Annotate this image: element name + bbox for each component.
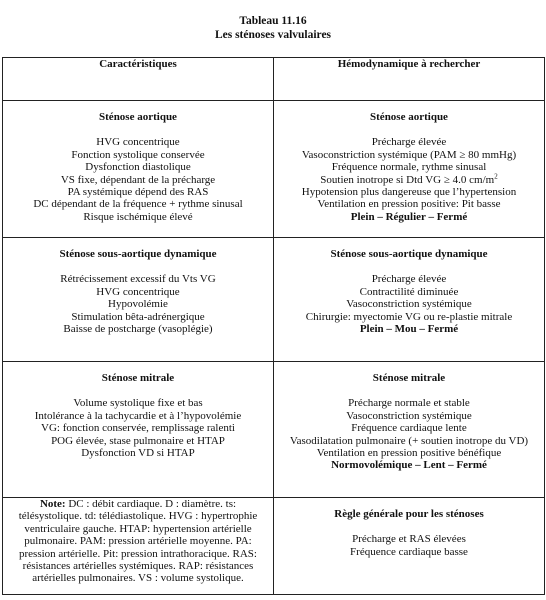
list-item: Baisse de postcharge (vasoplégie) — [63, 323, 213, 336]
list-item: Fréquence cardiaque basse — [350, 545, 468, 558]
list-item: Ventilation en pression positive: Pit basse — [317, 198, 501, 211]
summary-line: Plein – Régulier – Fermé — [350, 210, 468, 223]
table-number: Tableau 11.16 — [239, 15, 307, 27]
list-item-text: Soutien inotrope si Dtd VG ≥ 4.0 cm/m — [320, 173, 495, 186]
section-title: Sténose mitrale — [101, 372, 175, 384]
list-item: Fréquence cardiaque lente — [351, 422, 467, 435]
list-item: Précharge et RAS élevées — [352, 533, 466, 546]
section-title: Sténose sous-aortique dynamique — [330, 248, 488, 260]
list-item: Dysfonction diastolique — [85, 161, 191, 174]
cell-mitrale-hemodynamique — [274, 362, 545, 498]
cell-regle-generale — [274, 498, 545, 595]
cell-sous-aortique-caracteristiques — [3, 238, 274, 362]
list-item: Fonction systolique conservée — [71, 148, 205, 161]
header-row — [3, 58, 545, 101]
table-title — [0, 14, 546, 42]
list-item: Vasoconstriction systémique — [346, 298, 472, 311]
list-item: Rétrécissement excessif du Vts VG — [60, 273, 216, 286]
table-row-note-regle — [3, 498, 545, 595]
list-item: HVG concentrique — [96, 285, 180, 298]
table-row-mitrale — [3, 362, 545, 498]
list-item: Contractilité diminuée — [359, 285, 459, 298]
note-label: Note: — [39, 498, 66, 510]
list-item: Précharge élevée — [371, 136, 447, 149]
table-subtitle: Les sténoses valvulaires — [214, 29, 332, 41]
list-item: Précharge élevée — [371, 273, 447, 286]
list-item: HVG concentrique — [96, 136, 180, 149]
section-title: Sténose aortique — [99, 111, 177, 123]
table-row-sous-aortique — [3, 238, 545, 362]
list-item: Hypotension plus dangereuse que l’hypertension — [301, 186, 517, 199]
section-title: Sténose mitrale — [372, 372, 446, 384]
list-item: VS fixe, dépendant de la précharge — [60, 173, 216, 186]
list-item: DC dépendant de la fréquence + rythme sinusal — [33, 198, 243, 211]
table-row-aortique — [3, 101, 545, 238]
list-item: Stimulation bêta-adrénergique — [71, 310, 205, 323]
superscript: 2 — [494, 171, 498, 180]
section-title: Règle générale pour les sténoses — [334, 508, 484, 520]
list-item: Vasoconstriction systémique — [346, 409, 472, 422]
summary-line: Normovolémique – Lent – Fermé — [331, 459, 487, 472]
cell-note — [3, 498, 274, 595]
list-item: Vasoconstriction systémique (PAM ≥ 80 mmHg) — [301, 148, 517, 161]
list-item: Fréquence normale, rythme sinusal — [331, 161, 487, 174]
header-caracteristiques: Caractéristiques — [3, 58, 274, 101]
cell-sous-aortique-hemodynamique — [274, 238, 545, 362]
section-title: Sténose sous-aortique dynamique — [59, 248, 217, 260]
list-item: VG: fonction conservée, remplissage ralenti — [41, 422, 235, 435]
list-item: Hypovolémie — [108, 298, 168, 311]
list-item: Intolérance à la tachycardie et à l’hypovolémie — [34, 409, 242, 422]
cell-aortique-hemodynamique — [274, 101, 545, 238]
stenoses-table — [2, 57, 545, 595]
header-hemodynamique: Hémodynamique à rechercher — [274, 58, 545, 101]
section-title: Sténose aortique — [370, 111, 448, 123]
list-item: Volume systolique fixe et bas — [73, 397, 203, 410]
list-item: POG élevée, stase pulmonaire et HTAP — [51, 434, 225, 447]
summary-line: Plein – Mou – Fermé — [359, 323, 459, 336]
cell-mitrale-caracteristiques — [3, 362, 274, 498]
cell-aortique-caracteristiques — [3, 101, 274, 238]
list-item: PA systémique dépend des RAS — [67, 186, 209, 199]
list-item: Précharge normale et stable — [348, 397, 470, 410]
note-text: DC : débit cardiaque. D : diamètre. ts: télésystolique. td: télédiastolique. HVG : hypertrophie ventriculaire gauche. HTAP: hypertension artérielle pulmonaire. PAM: pression artérielle moyenne. PA: pression artérielle. Pit: pression intrathoracique. RAS: résistances artérielles systémiques. RAP: résistances artérielles pulmonaires. VS : volume systolique. — [18, 498, 258, 585]
list-item: Risque ischémique élevé — [83, 210, 193, 223]
list-item: Vasodilatation pulmonaire (+ soutien inotrope du VD) — [289, 434, 529, 447]
list-item — [278, 171, 540, 186]
list-item: Dysfonction VD si HTAP — [81, 447, 195, 460]
list-item: Ventilation en pression positive bénéfique — [316, 447, 502, 460]
list-item: Chirurgie: myectomie VG ou re-plastie mitrale — [305, 310, 513, 323]
